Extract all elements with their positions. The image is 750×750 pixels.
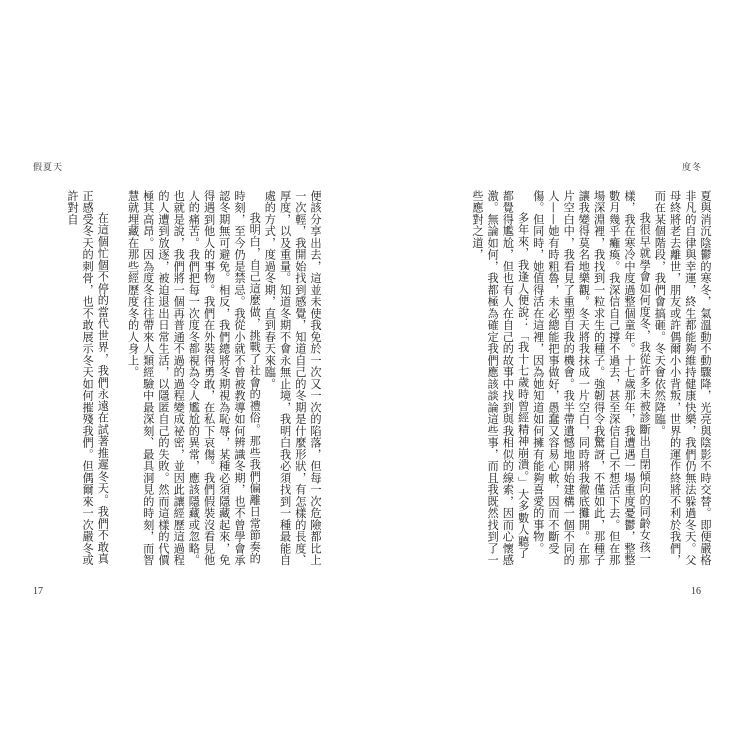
paragraph: 多年來，我逢人便說：「我十七歲時曾經精神崩潰。」大多數人聽了都覺得尷尬，但也有人在自己的故事中找到與我相似的線索，因而心懷感激。無論如何，我都極為確定我們應該談論這些事，而且我既然找到了一些應對之道， bbox=[470, 190, 530, 566]
page-number: 17 bbox=[33, 586, 43, 597]
paragraph: 我很早就學會如何度冬，我從許多未被診斷出自閉傾向的同齡女孩一樣，我在寒冷中度過整個童年。十七歲那年，我遭遇一場重度憂鬱，整整數月幾乎癱瘓。我深信自己撐不過去，甚至深信自己不想活下去。但在那場深淵裡，我找到一粒求生的種子。強韌得令我驚訝，不僅如此，那種子讓我變得莫名地樂觀。冬天將我抹成一片空白，同時將我徹底攤開。在那片空白中，我看見了重塑自我的機會。我半帶遺憾地開始建構一個不同的人——她有時粗魯，未必總能把事做好，愚蠢又容易心軟，因而不斷受傷。但同時，她值得活在這裡，因為她知道如何擁有能夠喜愛的事物。 bbox=[531, 190, 652, 566]
running-head: 度冬 bbox=[681, 163, 702, 173]
page-number: 16 bbox=[691, 586, 701, 597]
body-text bbox=[53, 190, 323, 570]
paragraph: 我明白，自己這麼做，挑戰了社會的禮俗。那些我們偏離日常節奏的時刻，至今仍是禁忌。我從小就不曾被教導如何辨識冬期，也不曾學會承認冬期無可避免。相反，我們總將冬期視為恥辱，某種必須隱藏起來，免得遇到他人的事物。我們在外裝得勇敢，在私下哀傷。我們假裝沒看見他人的痛苦。我們把每一次度冬都視為令人尷尬的異常，應該隱藏或忽略。也就是說，我們將一個再普通不過的過程變成祕密，並因此讓經歷這過程的人遭到放逐，被迫退出日常生活，以隱匿自己的失敗。然而這樣的代價極其高昂。因為度冬往往帶來人類經驗中最深刻、最具洞見的時刻，而智慧就埋藏在那些經歷度冬的人身上。 bbox=[126, 190, 262, 566]
paragraph: 夏與消沉陰鬱的寒冬，氣溫動不動驟降，光亮與陰影不時交替。即便嚴格非凡的自律與幸運，終生都能夠維持健康快樂，我們仍無法躲過冬天。父母終將老去離世，朋友或許偶爾小小背叛，世界的運作終將不利於我們，而在某個階段，我們會搞砸。冬天會依然降臨。 bbox=[653, 190, 712, 566]
body-text bbox=[433, 190, 713, 570]
right-page bbox=[375, 0, 750, 750]
paragraph: 便該分享出去，這並未使我免於一次又一次的陷落，但每一次危險都比上一次輕，我開始找到感覺，知道自己的冬期是什麼形狀，有怎樣的長度、厚度，以及重量。知道冬期不會永無止境，我明白我必須找到一種最能自處的方式，度過冬期，直到春天來臨。 bbox=[263, 190, 322, 566]
running-head: 假夏天 bbox=[33, 163, 64, 173]
paragraph: 在這個忙個不停的當代世界，我們永遠在試著推遲冬天。我們不敢真正感受冬天的刺骨，也不敢展示冬天如何摧殘我們。但偶爾來一次嚴冬或許對自 bbox=[65, 190, 110, 566]
